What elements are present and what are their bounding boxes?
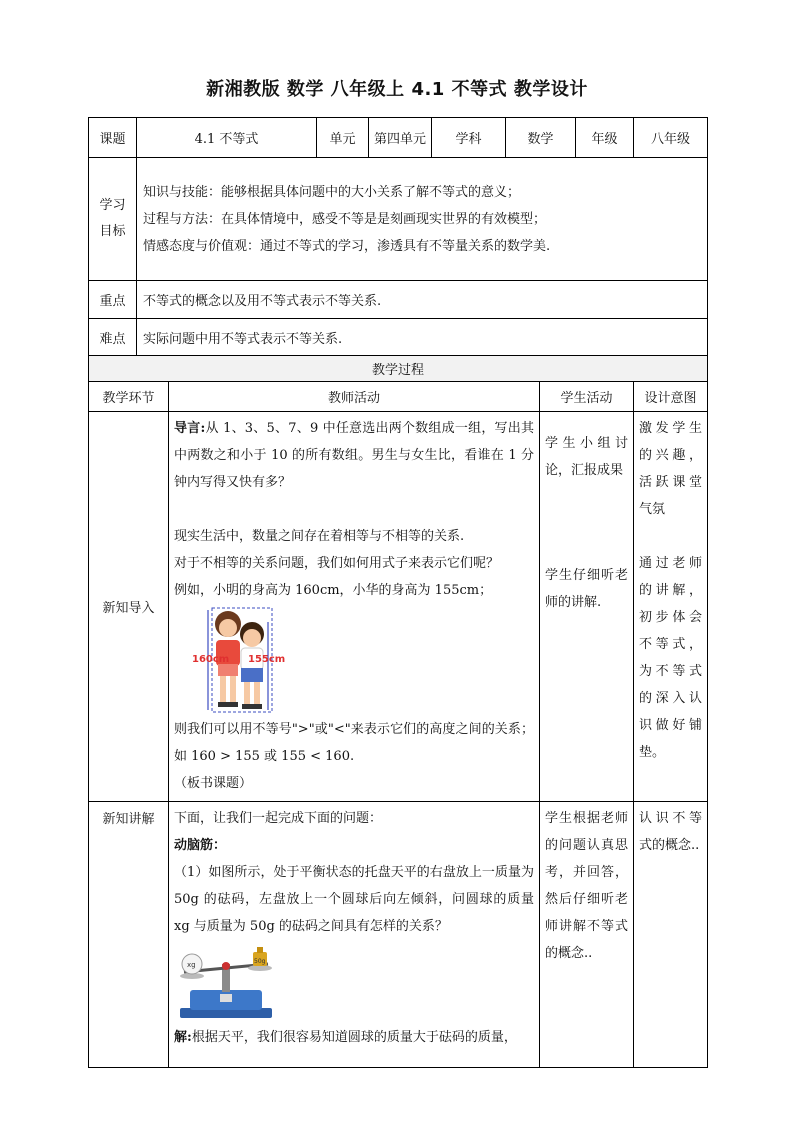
weight-label: 50g [254,958,266,965]
intro-para-relations: 现实生活中，数量之间存在着相等与不相等的关系. [174,529,465,544]
key-point-label: 重点 [89,281,137,319]
intro-text: 从 1、3、5、7、9 中任意选出两个数组成一组，写出其中两数之和小于 10 的所有数组。男生与女生比，看谁在 1 分钟内写得又快有多？ [174,421,534,490]
stage-intro: 新知导入 [89,412,169,802]
grade-value: 八年级 [634,118,708,158]
teacher-activity-intro [169,412,540,802]
unit-value: 第四单元 [369,118,432,158]
grade-label: 年级 [576,118,634,158]
student-intro-1: 学生小组讨论，汇报成果 [545,436,628,478]
question-1: （1）如图所示，处于平衡状态的托盘天平的右盘放上一质量为 50g 的砝码，左盘放上一个圆球后向左倾斜，问圆球的质量 xg 与质量为 50g 的砝码之间具有怎样的关系？ [174,865,534,934]
process-table [88,355,708,1068]
explain-para-lead: 下面，让我们一起完成下面的问题： [174,811,383,826]
solution-label: 解: [174,1030,192,1045]
think-label: 动脑筋： [174,838,227,853]
objective-knowledge: 知识与技能：能够根据具体问题中的大小关系了解不等式的意义； [143,184,521,200]
intro-para-inequality-sign: 则我们可以用不等号">"或"<"来表示它们的高度之间的关系；如 160 > 155 或 155 < 160. [174,722,534,764]
intro-para-question: 对于不相等的关系问题，我们如何用式子来表示它们呢？ [174,556,500,571]
design-intent-intro [634,412,708,802]
design-intent-explain: 认识不等式的概念.. [634,802,708,1068]
fig-label-155: 155cm [248,654,286,665]
header-teacher: 教师活动 [169,382,540,412]
key-point-text: 不等式的概念以及用不等式表示不等关系. [137,281,708,319]
intro-para-board-title: （板书课题） [174,776,253,791]
student-intro-2: 学生仔细听老师的讲解. [545,568,628,610]
solution-text: 根据天平，我们很容易知道圆球的质量大于砝码的质量， [191,1030,517,1045]
ball-label: xg [187,961,196,969]
student-activity-explain: 学生根据老师的问题认真思考，并回答，然后仔细听老师讲解不等式的概念.. [540,802,634,1068]
objective-attitude: 情感态度与价值观：通过不等式的学习，渗透具有不等量关系的数学美. [143,238,551,254]
intro-label: 导言: [174,421,206,436]
objectives-label: 学习 目标 [89,158,137,281]
intro-para-example: 例如，小明的身高为 160cm，小华的身高为 155cm； [174,583,493,598]
process-title: 教学过程 [89,356,708,382]
unit-label: 单元 [317,118,369,158]
difficulty-label: 难点 [89,319,137,357]
header-student: 学生活动 [540,382,634,412]
stage-explain: 新知讲解 [89,802,169,1068]
teacher-activity-explain [169,802,540,1068]
course-label: 课题 [89,118,137,158]
balance-scale-figure [176,942,276,1022]
difficulty-text: 实际问题中用不等式表示不等关系. [137,319,708,357]
children-height-figure [190,606,290,714]
design-intro-1: 激发学生的兴趣，活跃课堂气氛 [639,421,703,517]
objectives-content [137,158,708,281]
header-design: 设计意图 [634,382,708,412]
info-table [88,117,708,357]
header-stage: 教学环节 [89,382,169,412]
fig-label-160: 160cm [192,654,230,665]
page-title: 新湘教版 数学 八年级上 4.1 不等式 教学设计 [206,79,588,100]
student-activity-intro [540,412,634,802]
design-intro-2: 通过老师的讲解，初步体会不等式，为不等式的深入认识做好铺垫。 [639,556,703,760]
course-value: 4.1 不等式 [137,118,317,158]
objective-process: 过程与方法：在具体情境中，感受不等是是刻画现实世界的有效模型； [143,211,547,227]
subject-value: 数学 [506,118,576,158]
subject-label: 学科 [432,118,506,158]
